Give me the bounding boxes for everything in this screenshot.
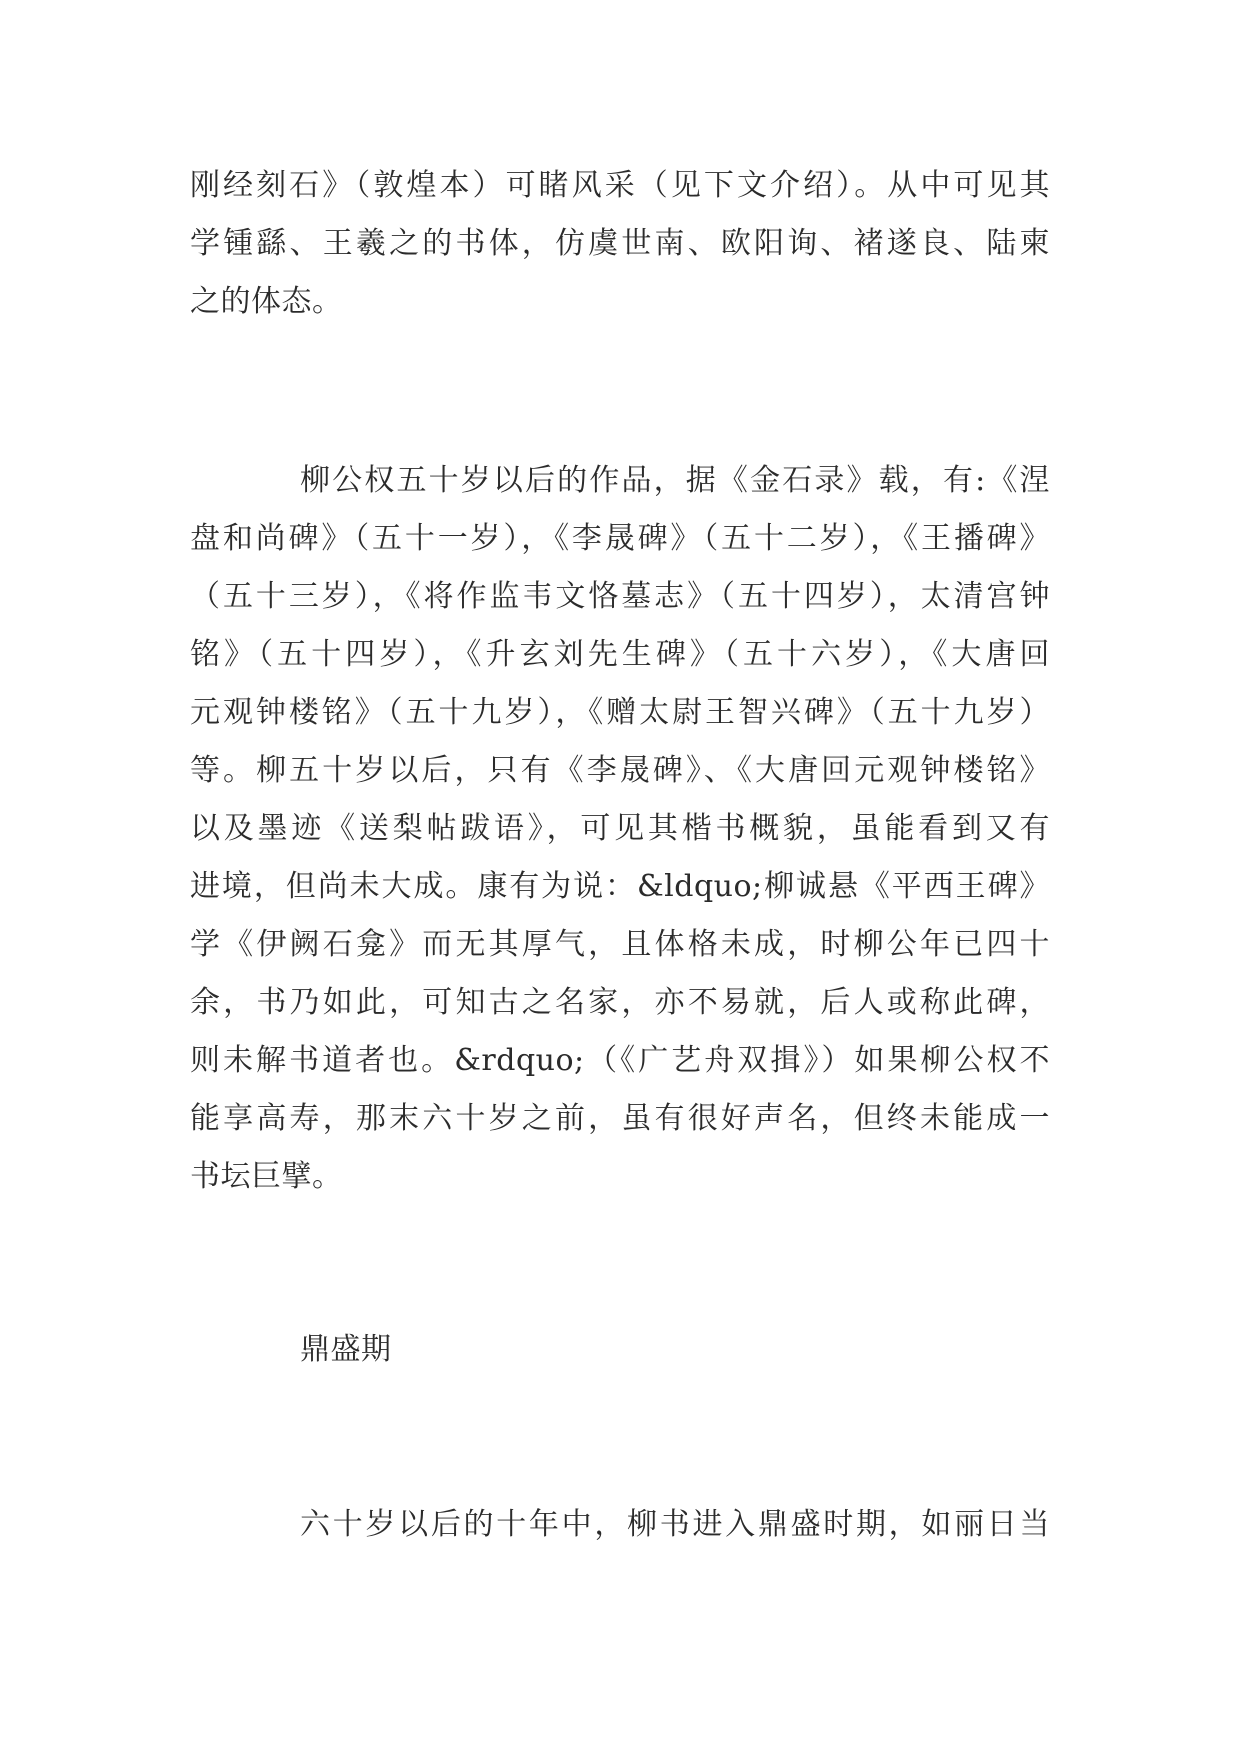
text-line: 学锺繇、王羲之的书体，仿虞世南、欧阳询、褚遂良、陆柬 <box>190 226 1050 261</box>
text-line: 刚经刻石》（敦煌本）可睹风采（见下文介绍）。从中可见其 <box>190 168 1050 203</box>
text-line: 学《伊阙石龛》而无其厚气，且体格未成，时柳公年已四十 <box>190 927 1050 962</box>
text-line: 则未解书道者也。&rdquo;（《广艺舟双揖》）如果柳公权不 <box>190 1043 1050 1078</box>
text-line: 之的体态。 <box>190 284 343 319</box>
heading-text: 鼎盛期 <box>300 1332 392 1367</box>
paragraph <box>190 452 1050 1206</box>
text-line: 元观钟楼铭》（五十九岁），《赠太尉王智兴碑》（五十九岁） <box>190 695 1050 730</box>
text-line: 柳公权五十岁以后的作品，据《金石录》载，有:《涅 <box>300 463 1050 498</box>
section-heading <box>190 1321 1050 1379</box>
text-line: 六十岁以后的十年中，柳书进入鼎盛时期，如丽日当 <box>300 1507 1050 1542</box>
text-line: 书坛巨擘。 <box>190 1159 343 1194</box>
text-line: 等。柳五十岁以后，只有《李晟碑》、《大唐回元观钟楼铭》 <box>190 753 1050 788</box>
text-line: 铭》（五十四岁），《升玄刘先生碑》（五十六岁），《大唐回 <box>190 637 1050 672</box>
text-line: 余，书乃如此，可知古之名家，亦不易就，后人或称此碑， <box>190 985 1050 1020</box>
paragraph <box>190 1496 1050 1554</box>
text-line: 以及墨迹《送梨帖跋语》，可见其楷书概貌，虽能看到又有 <box>190 811 1050 846</box>
text-line: （五十三岁），《将作监韦文恪墓志》（五十四岁），太清宫钟 <box>190 579 1050 614</box>
text-line: 进境，但尚未大成。康有为说：&ldquo;柳诚悬《平西王碑》 <box>190 869 1050 904</box>
text-line: 盘和尚碑》（五十一岁），《李晟碑》（五十二岁），《王播碑》 <box>190 521 1050 556</box>
paragraph <box>190 157 1050 331</box>
text-line: 能享高寿，那末六十岁之前，虽有很好声名，但终未能成一 <box>190 1101 1050 1136</box>
